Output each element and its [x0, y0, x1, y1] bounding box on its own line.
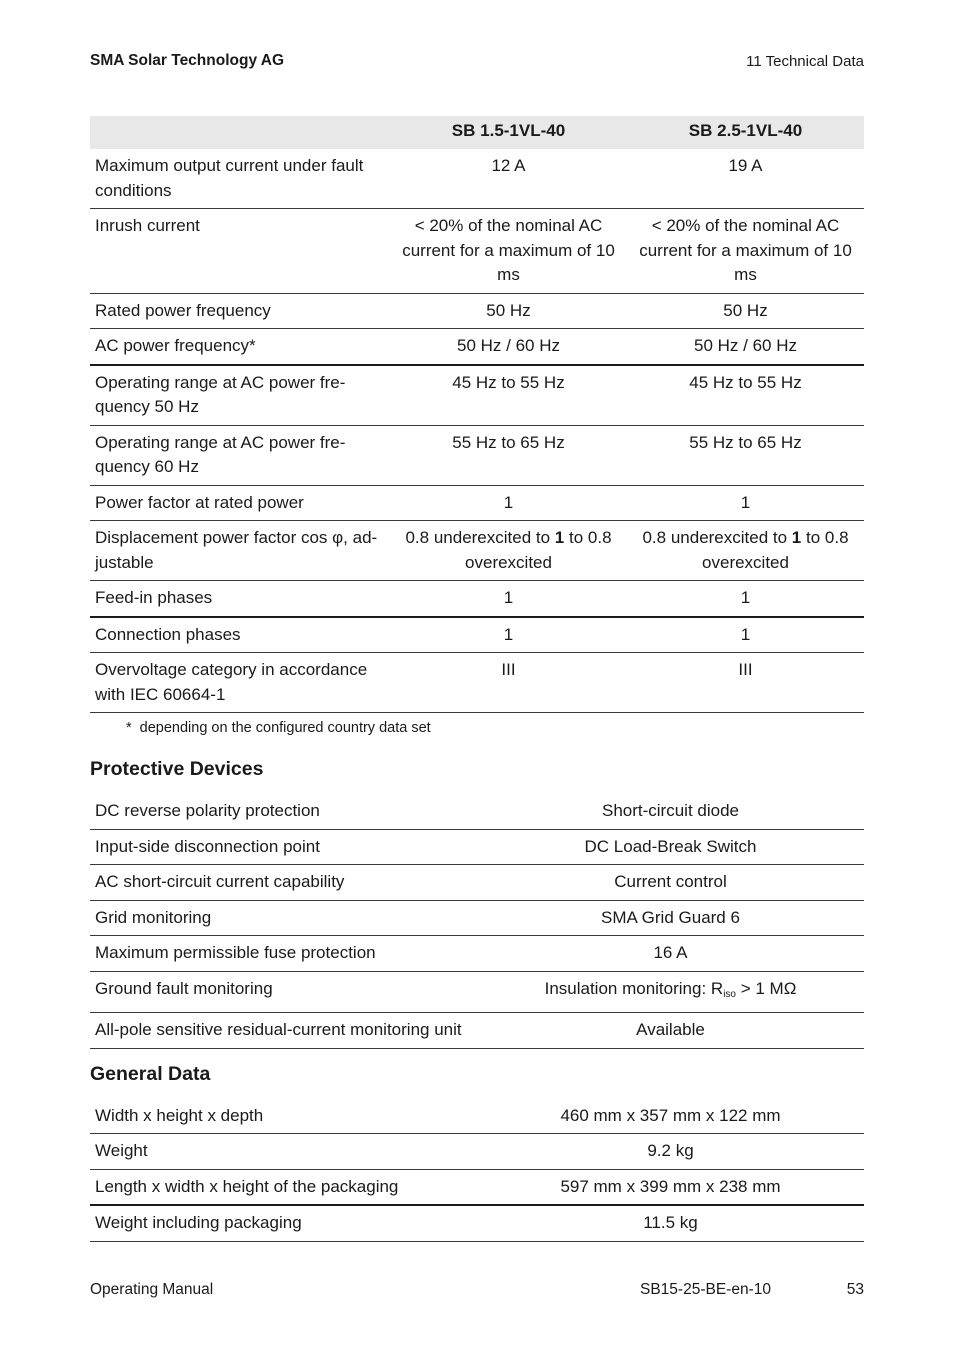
cell-text: Insulation monitoring: R: [544, 978, 724, 998]
cell-value: 50 Hz / 60 Hz: [390, 329, 627, 365]
section-title-general-data: General Data: [90, 1062, 211, 1085]
row-label: Weight: [90, 1134, 477, 1170]
table-row: [90, 1099, 864, 1134]
table-row: [90, 1013, 864, 1049]
row-label: Ground fault monitoring: [90, 971, 477, 1013]
section-title-protective-devices: Protective Devices: [90, 758, 264, 780]
cell-text: to 0.8 overexcited: [465, 528, 612, 572]
cell-value: < 20% of the nominal AC current for a maximum of 10 ms: [390, 209, 627, 294]
general-data-table: [90, 1099, 864, 1242]
cell-value: 597 mm x 399 mm x 238 mm: [477, 1169, 864, 1205]
cell-value: 45 Hz to 55 Hz: [390, 365, 627, 426]
row-label: Feed-in phases: [90, 581, 390, 617]
table-row: [90, 971, 864, 1013]
cell-value: 1: [390, 617, 627, 653]
footer-document-code: SB15-25-BE-en-10: [640, 1281, 771, 1298]
row-label: Displacement power factor cos φ, ad-justable: [90, 521, 390, 581]
cell-value: < 20% of the nominal AC current for a maximum of 10 ms: [627, 209, 864, 294]
table-row: [90, 936, 864, 972]
page-number: 53: [846, 1281, 864, 1298]
cell-value: 1: [390, 485, 627, 521]
cell-value: 1: [627, 581, 864, 617]
header-section: 11 Technical Data: [746, 53, 864, 70]
row-label: Maximum output current under fault conditions: [90, 149, 390, 209]
protective-devices-table: [90, 794, 864, 1049]
table-row: [90, 581, 864, 617]
cell-value: 45 Hz to 55 Hz: [627, 365, 864, 426]
page-content: [90, 116, 864, 1242]
table-row: [90, 365, 864, 426]
cell-text-bold: 1: [791, 528, 802, 547]
cell-text: > 1 MΩ: [735, 978, 797, 998]
table-row: [90, 617, 864, 653]
cell-value: 1: [390, 581, 627, 617]
column-header: SB 1.5-1VL-40: [390, 116, 627, 149]
row-label: AC power frequency*: [90, 329, 390, 365]
row-label: Operating range at AC power fre-quency 50 Hz: [90, 365, 390, 426]
cell-value: 55 Hz to 65 Hz: [627, 425, 864, 485]
row-label: Input-side disconnection point: [90, 829, 477, 865]
table-row: [90, 865, 864, 901]
row-label: AC short-circuit current capability: [90, 865, 477, 901]
column-header: SB 2.5-1VL-40: [627, 116, 864, 149]
table-row: [90, 1134, 864, 1170]
cell-value: 9.2 kg: [477, 1134, 864, 1170]
cell-text: 0.8 underexcited to: [405, 528, 555, 547]
cell-value: Available: [477, 1013, 864, 1049]
cell-value: 1: [627, 485, 864, 521]
table-row: [90, 425, 864, 485]
row-label: Grid monitoring: [90, 900, 477, 936]
row-label: Length x width x height of the packaging: [90, 1169, 477, 1205]
table-row: [90, 209, 864, 294]
row-label: All-pole sensitive residual-current monitoring unit: [90, 1013, 477, 1049]
table-row: [90, 794, 864, 829]
table-row: [90, 149, 864, 209]
cell-text-bold: 1: [554, 528, 565, 547]
row-label: Power factor at rated power: [90, 485, 390, 521]
cell-value: Short-circuit diode: [477, 794, 864, 829]
cell-value: Current control: [477, 865, 864, 901]
cell-value: 50 Hz / 60 Hz: [627, 329, 864, 365]
row-label: Overvoltage category in accordance with IEC 60664-1: [90, 653, 390, 713]
cell-value: III: [627, 653, 864, 713]
cell-value: [477, 971, 864, 1013]
cell-value: DC Load-Break Switch: [477, 829, 864, 865]
table-row: [90, 829, 864, 865]
table-row: [90, 485, 864, 521]
cell-value: 50 Hz: [390, 293, 627, 329]
row-label: Rated power frequency: [90, 293, 390, 329]
header-company: SMA Solar Technology AG: [90, 52, 285, 69]
cell-value: 50 Hz: [627, 293, 864, 329]
cell-value: 12 A: [390, 149, 627, 209]
cell-value: III: [390, 653, 627, 713]
cell-text: 0.8 underexcited to: [642, 528, 792, 547]
table-row: [90, 293, 864, 329]
cell-value: SMA Grid Guard 6: [477, 900, 864, 936]
cell-value: 1: [627, 617, 864, 653]
table-header-row: [90, 116, 864, 149]
footnote-text: depending on the configured country data set: [139, 720, 431, 736]
row-label: Width x height x depth: [90, 1099, 477, 1134]
row-label: DC reverse polarity protection: [90, 794, 477, 829]
row-label: Connection phases: [90, 617, 390, 653]
cell-value: 19 A: [627, 149, 864, 209]
cell-value: 11.5 kg: [477, 1205, 864, 1241]
table-row: [90, 521, 864, 581]
ac-data-table: [90, 116, 864, 713]
row-label: Operating range at AC power fre-quency 60 Hz: [90, 425, 390, 485]
footnote: [90, 713, 864, 744]
cell-value: [627, 521, 864, 581]
table-row: [90, 1169, 864, 1205]
table-row: [90, 900, 864, 936]
table-row: [90, 329, 864, 365]
cell-value: 16 A: [477, 936, 864, 972]
cell-value: 460 mm x 357 mm x 122 mm: [477, 1099, 864, 1134]
row-label: Maximum permissible fuse protection: [90, 936, 477, 972]
row-label: Weight including packaging: [90, 1205, 477, 1241]
cell-text: to 0.8 overexcited: [702, 528, 849, 572]
cell-value: [390, 521, 627, 581]
footer-document: Operating Manual: [90, 1281, 214, 1298]
cell-value: 55 Hz to 65 Hz: [390, 425, 627, 485]
column-header: [90, 116, 390, 149]
footnote-mark: *: [126, 720, 132, 736]
table-row: [90, 1205, 864, 1241]
cell-subscript: iso: [723, 988, 736, 1000]
row-label: Inrush current: [90, 209, 390, 294]
table-row: [90, 653, 864, 713]
